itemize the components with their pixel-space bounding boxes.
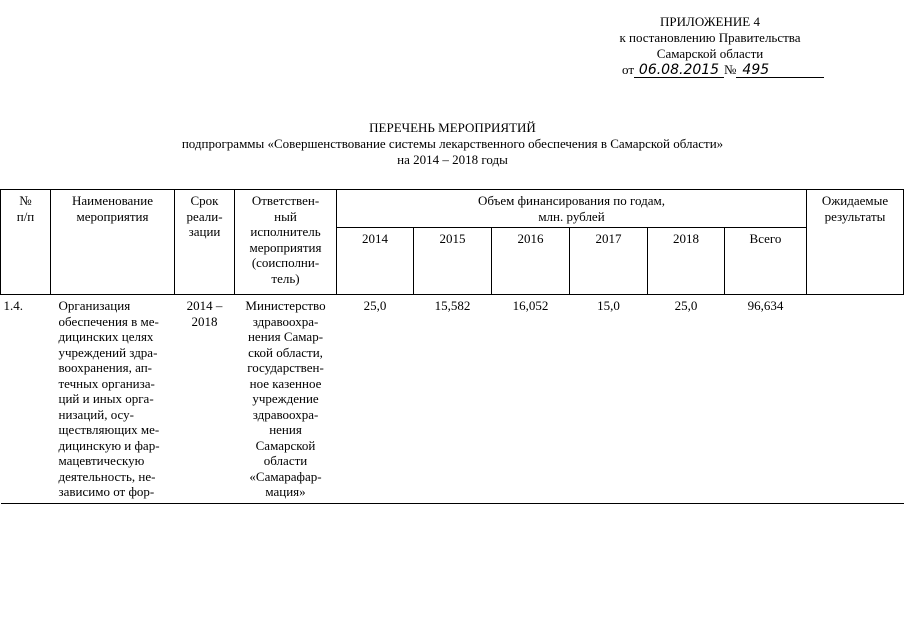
annex-block [580,14,840,78]
header-name: Наименование мероприятия [51,190,175,295]
row-value-2017: 15,0 [570,295,648,504]
row-name: Организация обеспечения в ме- дицинских целях учреждений здра- воохранения, ап- течных организа- ций и иных орга- низаций, осу- ществляющих ме- дицинскую и фар- мацевтическую деятельность, не- зависимо от фор- [51,295,175,504]
measures-table [0,189,904,504]
row-term: 2014 – 2018 [175,295,235,504]
header-results: Ожидаемые результаты [807,190,904,295]
header-num: № п/п [1,190,51,295]
row-value-2014: 25,0 [337,295,414,504]
header-year-2017: 2017 [570,228,648,295]
header-year-2015: 2015 [414,228,492,295]
row-num: 1.4. [1,295,51,504]
annex-line-2: Самарской области [656,46,764,61]
from-label: от [622,62,635,77]
row-value-2016: 16,052 [492,295,570,504]
header-total: Всего [725,228,807,295]
header-year-2014: 2014 [337,228,414,295]
row-value-2015: 15,582 [414,295,492,504]
row-results [807,295,904,504]
table-row [1,295,904,504]
annex-title: ПРИЛОЖЕНИЕ 4 [660,14,760,29]
number-label: № [724,62,737,77]
header-responsible: Ответствен- ный исполнитель мероприятия (соисполни- тель) [235,190,337,295]
document-heading [0,120,905,168]
heading-period: на 2014 – 2018 годы [397,152,508,167]
heading-title: ПЕРЕЧЕНЬ МЕРОПРИЯТИЙ [369,120,536,135]
handwritten-date: 06.08.2015 [634,63,724,78]
row-value-total: 96,634 [725,295,807,504]
header-term: Срок реали- зации [175,190,235,295]
header-financing: Объем финансирования по годам, млн. рублей [337,190,807,228]
row-responsible: Министерство здравоохра- нения Самар- ской области, государствен- ное казенное учреждение здравоохра- нения Самарской области «Самарафар- мация» [235,295,337,504]
header-year-2018: 2018 [648,228,725,295]
header-row-1 [1,190,904,228]
handwritten-number: 495 [736,63,824,78]
heading-subtitle: подпрограммы «Совершенствование системы лекарственного обеспечения в Самарской области» [181,136,724,151]
header-year-2016: 2016 [492,228,570,295]
row-value-2018: 25,0 [648,295,725,504]
annex-date-line [580,62,840,78]
annex-line-1: к постановлению Правительства [619,30,801,45]
